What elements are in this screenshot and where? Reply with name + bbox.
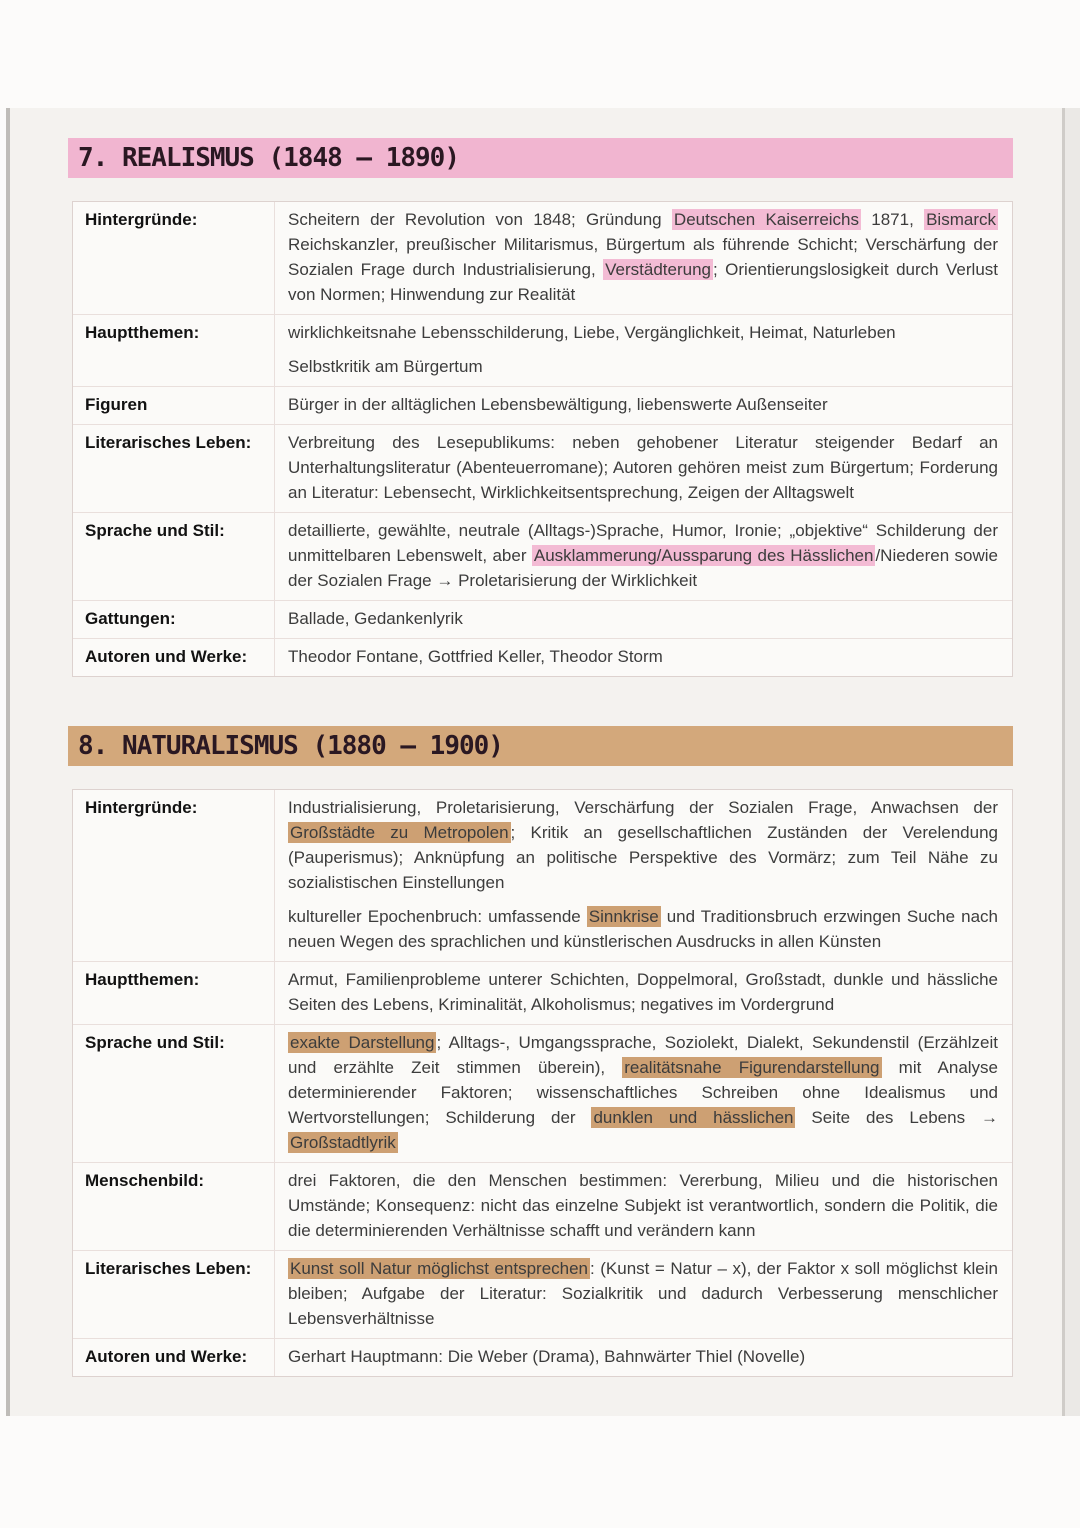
row-label: Hintergründe: [73, 790, 275, 961]
highlighted-text: Großstädte zu Metropolen [290, 823, 509, 842]
sections [68, 138, 1013, 1426]
highlighted-text: Ausklammerung/Aussparung des Hässlichen [533, 546, 874, 565]
row-content [275, 513, 1012, 600]
row-content [275, 639, 1012, 676]
paper-gutter-right [1065, 108, 1080, 1416]
table-row [73, 386, 1012, 424]
table-row [73, 202, 1012, 314]
table-row [73, 1024, 1012, 1162]
row-label: Literarisches Leben: [73, 425, 275, 512]
text-segment: mit Analyse determinierender Faktoren; wissenschaftliches Schreiben ohne Idealismus und Wertvorstellungen; Schilderung der [288, 1058, 999, 1127]
table-row [73, 1250, 1012, 1338]
text-segment: 1871, [861, 210, 925, 229]
highlighted-text: Verstädterung [605, 260, 711, 279]
text-segment: Ballade, Gedankenlyrik [288, 609, 463, 628]
text-segment: drei Faktoren, die den Menschen bestimmen: Vererbung, Milieu und die historischen Umstände; Konsequenz: nicht das einzelne Subjekt ist verantwortlich, sondern die Politik, die die determinierenden Verhältnisse schafft und verändern kann [288, 1171, 998, 1240]
row-content [275, 790, 1012, 961]
paragraph [288, 518, 998, 593]
row-label: Figuren [73, 387, 275, 424]
highlighted-text: realitätsnahe Figurendarstellung [624, 1058, 880, 1077]
text-segment: Theodor Fontane, Gottfried Keller, Theodor Storm [288, 647, 663, 666]
table-row [73, 600, 1012, 638]
row-content [275, 315, 1012, 386]
highlighted-text: Großstadtlyrik [290, 1133, 396, 1152]
epoch-table [72, 201, 1013, 677]
epoch-section-realismus [68, 138, 1013, 677]
paragraph [288, 1168, 998, 1243]
row-label: Hauptthemen: [73, 962, 275, 1024]
text-segment: ; Kritik an gesellschaftlichen Zuständen der Verelendung (Pauperismus); Anknüpfung an politische Perspektive des Vormärz; zum Teil Nähe zu sozialistischen Einstellungen [288, 823, 998, 892]
row-label: Hintergründe: [73, 202, 275, 314]
highlighted-text: dunklen und hässlichen [593, 1108, 794, 1127]
row-content [275, 1025, 1012, 1162]
row-content [275, 1163, 1012, 1250]
row-content [275, 601, 1012, 638]
text-segment: Selbstkritik am Bürgertum [288, 357, 483, 376]
row-label: Autoren und Werke: [73, 639, 275, 676]
table-row [73, 424, 1012, 512]
paragraph [288, 207, 998, 307]
paragraph [288, 430, 998, 505]
highlighted-text: exakte Darstellung [290, 1033, 435, 1052]
row-content [275, 202, 1012, 314]
table-row [73, 512, 1012, 600]
paragraph [288, 392, 998, 417]
text-segment: detaillierte, gewählte, neutrale (Alltags-)Sprache, Humor, Ironie; „objektive“ Schilderung der unmittelbaren Lebenswelt, aber [288, 521, 998, 565]
paragraph [288, 354, 998, 379]
row-label: Sprache und Stil: [73, 513, 275, 600]
text-segment: Gerhart Hauptmann: Die Weber (Drama), Bahnwärter Thiel (Novelle) [288, 1347, 806, 1366]
row-content [275, 962, 1012, 1024]
row-label: Sprache und Stil: [73, 1025, 275, 1162]
text-segment: ; Alltags-, Umgangssprache, Soziolekt, Dialekt, Sekundenstil (Erzählzeit und erzählte Zeit stimmen überein), [288, 1033, 998, 1077]
section-title: 7. REALISMUS (1848 – 1890) [68, 138, 1013, 178]
row-content [275, 425, 1012, 512]
table-row [73, 314, 1012, 386]
paragraph [288, 606, 998, 631]
epoch-table [72, 789, 1013, 1377]
text-segment: : (Kunst = Natur – x), der Faktor x soll möglichst klein bleiben; Aufgabe der Literatur: Sozialkritik und dadurch Verbesserung menschlicher Lebensverhältnisse [288, 1259, 998, 1328]
text-segment: und Traditionsbruch erzwingen Suche nach neuen Wegen des sprachlichen und künstlerischen Ausdrucks in allen Künsten [288, 907, 998, 951]
paragraph [288, 320, 998, 345]
paragraph [288, 1030, 998, 1155]
text-segment: Scheitern der Revolution von 1848; Gründung [288, 210, 672, 229]
highlighted-text: Deutschen Kaiserreichs [673, 210, 859, 229]
paragraph [288, 904, 998, 954]
highlighted-text: Bismarck [926, 210, 996, 229]
paragraph [288, 644, 998, 669]
text-segment: Industrialisierung, Proletarisierung, Verschärfung der Sozialen Frage, Anwachsen der [288, 798, 998, 817]
row-label: Autoren und Werke: [73, 1339, 275, 1376]
table-row [73, 790, 1012, 961]
text-segment: Reichskanzler, preußischer Militarismus, Bürgertum als führende Schicht; Verschärfung der Sozialen Frage durch Industrialisierung, [288, 235, 998, 279]
row-content [275, 1251, 1012, 1338]
row-content [275, 1339, 1012, 1376]
paragraph [288, 795, 998, 895]
text-segment: Verbreitung des Lesepublikums: neben gehobener Literatur steigender Bedarf an Unterhaltungsliteratur (Abenteuerromane); Autoren gehören meist zum Bürgertum; Forderung an Literatur: Lebensecht, Wirklichkeitsentsprechung, Zeigen der Alltagswelt [288, 433, 998, 502]
highlighted-text: Sinnkrise [588, 907, 659, 926]
text-segment: ; Orientierungslosigkeit durch Verlust von Normen; Hinwendung zur Realität [288, 260, 998, 304]
row-label: Gattungen: [73, 601, 275, 638]
table-row [73, 961, 1012, 1024]
row-label: Hauptthemen: [73, 315, 275, 386]
epoch-section-naturalismus [68, 726, 1013, 1377]
table-row [73, 638, 1012, 676]
paragraph [288, 967, 998, 1017]
paragraph [288, 1344, 998, 1369]
section-title: 8. NATURALISMUS (1880 – 1900) [68, 726, 1013, 766]
text-segment: /Niederen sowie der Sozialen Frage → Proletarisierung der Wirklichkeit [288, 546, 998, 590]
text-segment: Bürger in der alltäglichen Lebensbewältigung, liebenswerte Außenseiter [288, 395, 828, 414]
paragraph [288, 1256, 998, 1331]
row-content [275, 387, 1012, 424]
table-row [73, 1162, 1012, 1250]
highlighted-text: Kunst soll Natur möglichst entsprechen [290, 1259, 589, 1278]
text-segment: Armut, Familienprobleme unterer Schichten, Doppelmoral, Großstadt, dunkle und hässliche Seiten des Lebens, Kriminalität, Alkoholismus; negatives im Vordergrund [288, 970, 998, 1014]
paper-edge-left [6, 108, 10, 1416]
row-label: Literarisches Leben: [73, 1251, 275, 1338]
text-segment: Seite des Lebens → [795, 1108, 998, 1127]
table-row [73, 1338, 1012, 1376]
row-label: Menschenbild: [73, 1163, 275, 1250]
text-segment: kultureller Epochenbruch: umfassende [288, 907, 587, 926]
text-segment: wirklichkeitsnahe Lebensschilderung, Liebe, Vergänglichkeit, Heimat, Naturleben [288, 323, 896, 342]
